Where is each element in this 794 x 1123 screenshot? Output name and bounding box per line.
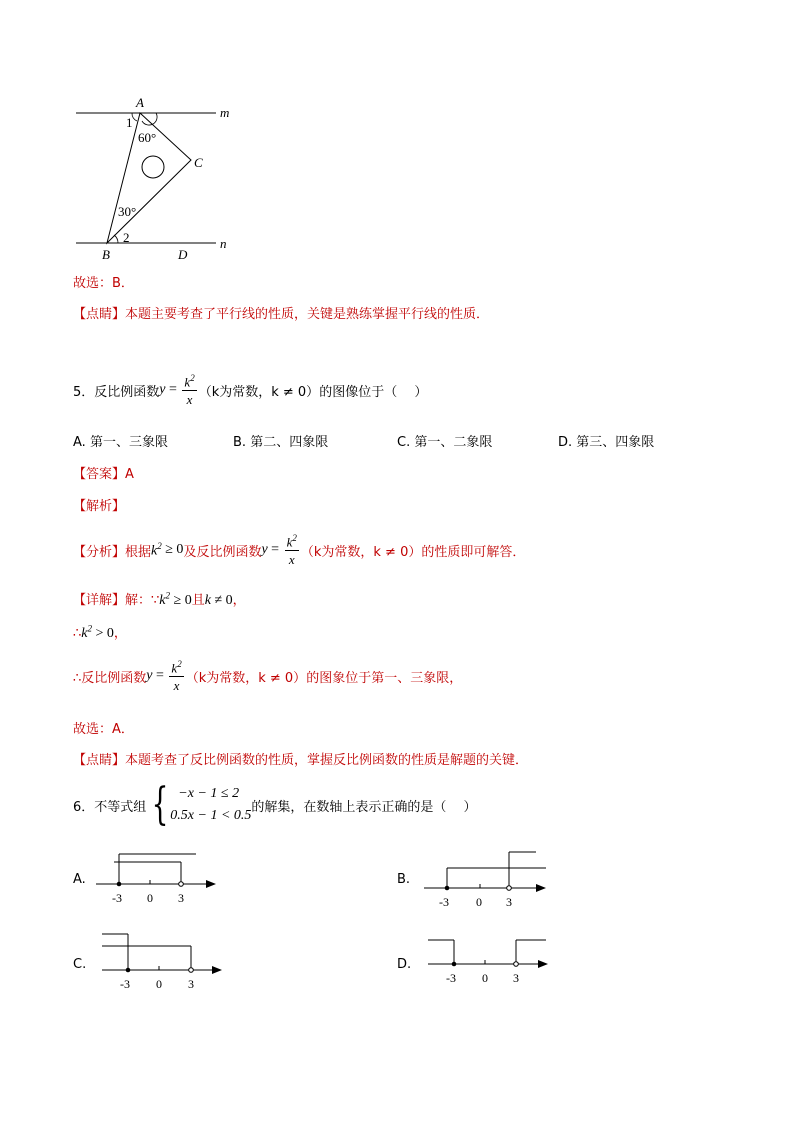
inequality-system: −x − 1 ≤ 2 0.5x − 1 < 0.5	[170, 786, 252, 823]
svg-text:0: 0	[482, 971, 488, 985]
system-brace: {	[151, 779, 169, 830]
q5-detail-2: $\therefore k^2 > 0$，	[73, 623, 127, 641]
svg-text:-3: -3	[446, 971, 456, 985]
number-line-a	[92, 848, 222, 908]
q5-stem: 5．反比例函数 y = $\frac{k^2}{x}$ （k为常数，k ≠ 0） 的图像位于（ ）	[73, 373, 428, 407]
svg-text:-3: -3	[112, 891, 122, 905]
q5-choice: 故选：A．	[73, 722, 134, 737]
svg-text:-3: -3	[439, 895, 449, 909]
q5-option-b: B. 第二、四象限	[233, 435, 329, 450]
svg-text:-3: -3	[120, 977, 130, 991]
angle-1-arc	[132, 113, 137, 121]
q5-option-a: A. 第一、三象限	[73, 435, 168, 450]
q6-stem: 6．不等式组 { −x − 1 ≤ 2 0.5x − 1 < 0.5 的解集，在数轴上表示正确的是（ ）	[73, 779, 477, 830]
label-d: D	[178, 247, 188, 262]
q5-analysis-tag: 【解析】	[73, 499, 126, 514]
q4-comment: 【点睛】本题主要考查了平行线的性质，关键是熟练掌握平行线的性质．	[73, 307, 490, 322]
q5-option-d: D. 第三、四象限	[558, 435, 655, 450]
number-line-c	[96, 930, 231, 994]
label-angle-1: 1	[126, 115, 133, 130]
q6-option-d-label: D.	[397, 957, 412, 972]
label-c: C	[194, 155, 203, 170]
angle-60-arc	[142, 113, 157, 125]
q5-comment: 【点睛】本题考查了反比例函数的性质，掌握反比例函数的性质是解题的关键．	[73, 753, 529, 768]
q4-choice: 故选：B．	[73, 276, 134, 291]
label-30: 30°	[118, 204, 137, 219]
label-b: B	[102, 247, 110, 262]
q5-detail-1: 【详解】解：$\because k^2 \ge 0$且k ≠ 0，	[73, 590, 246, 608]
label-angle-2: 2	[123, 230, 130, 245]
label-a: A	[136, 95, 144, 110]
svg-text:3: 3	[188, 977, 194, 991]
q5-fenxi: 【分析】 根据 $k^2$ ≥ 0 及反比例函数 y = $\frac{k^2}{x}$ （k为常数，k ≠ 0） 的性质即可解答．	[73, 533, 526, 567]
svg-text:3: 3	[506, 895, 512, 909]
q6-option-a-label: A.	[73, 872, 86, 887]
svg-text:0: 0	[476, 895, 482, 909]
q5-answer: 【答案】A	[73, 467, 134, 482]
label-n: n	[220, 236, 227, 251]
svg-text:0: 0	[147, 891, 153, 905]
parallel-lines-figure	[70, 92, 240, 264]
label-m: m	[220, 105, 230, 120]
q5-detail-3: ∴反比例函数 y = $\frac{k^2}{x}$ （k为常数，k ≠ 0） 的图象位于第一、三象限，	[73, 659, 463, 693]
svg-text:3: 3	[178, 891, 184, 905]
number-line-b	[418, 848, 558, 912]
number-line-d	[422, 934, 557, 990]
q6-option-c-label: C.	[73, 957, 87, 972]
triangle-hole	[142, 156, 164, 178]
label-60: 60°	[138, 130, 157, 145]
svg-text:3: 3	[513, 971, 519, 985]
q6-option-b-label: B.	[397, 872, 411, 887]
angle-2-arc	[114, 235, 118, 243]
svg-text:0: 0	[156, 977, 162, 991]
q5-option-c: C. 第一、二象限	[397, 435, 493, 450]
